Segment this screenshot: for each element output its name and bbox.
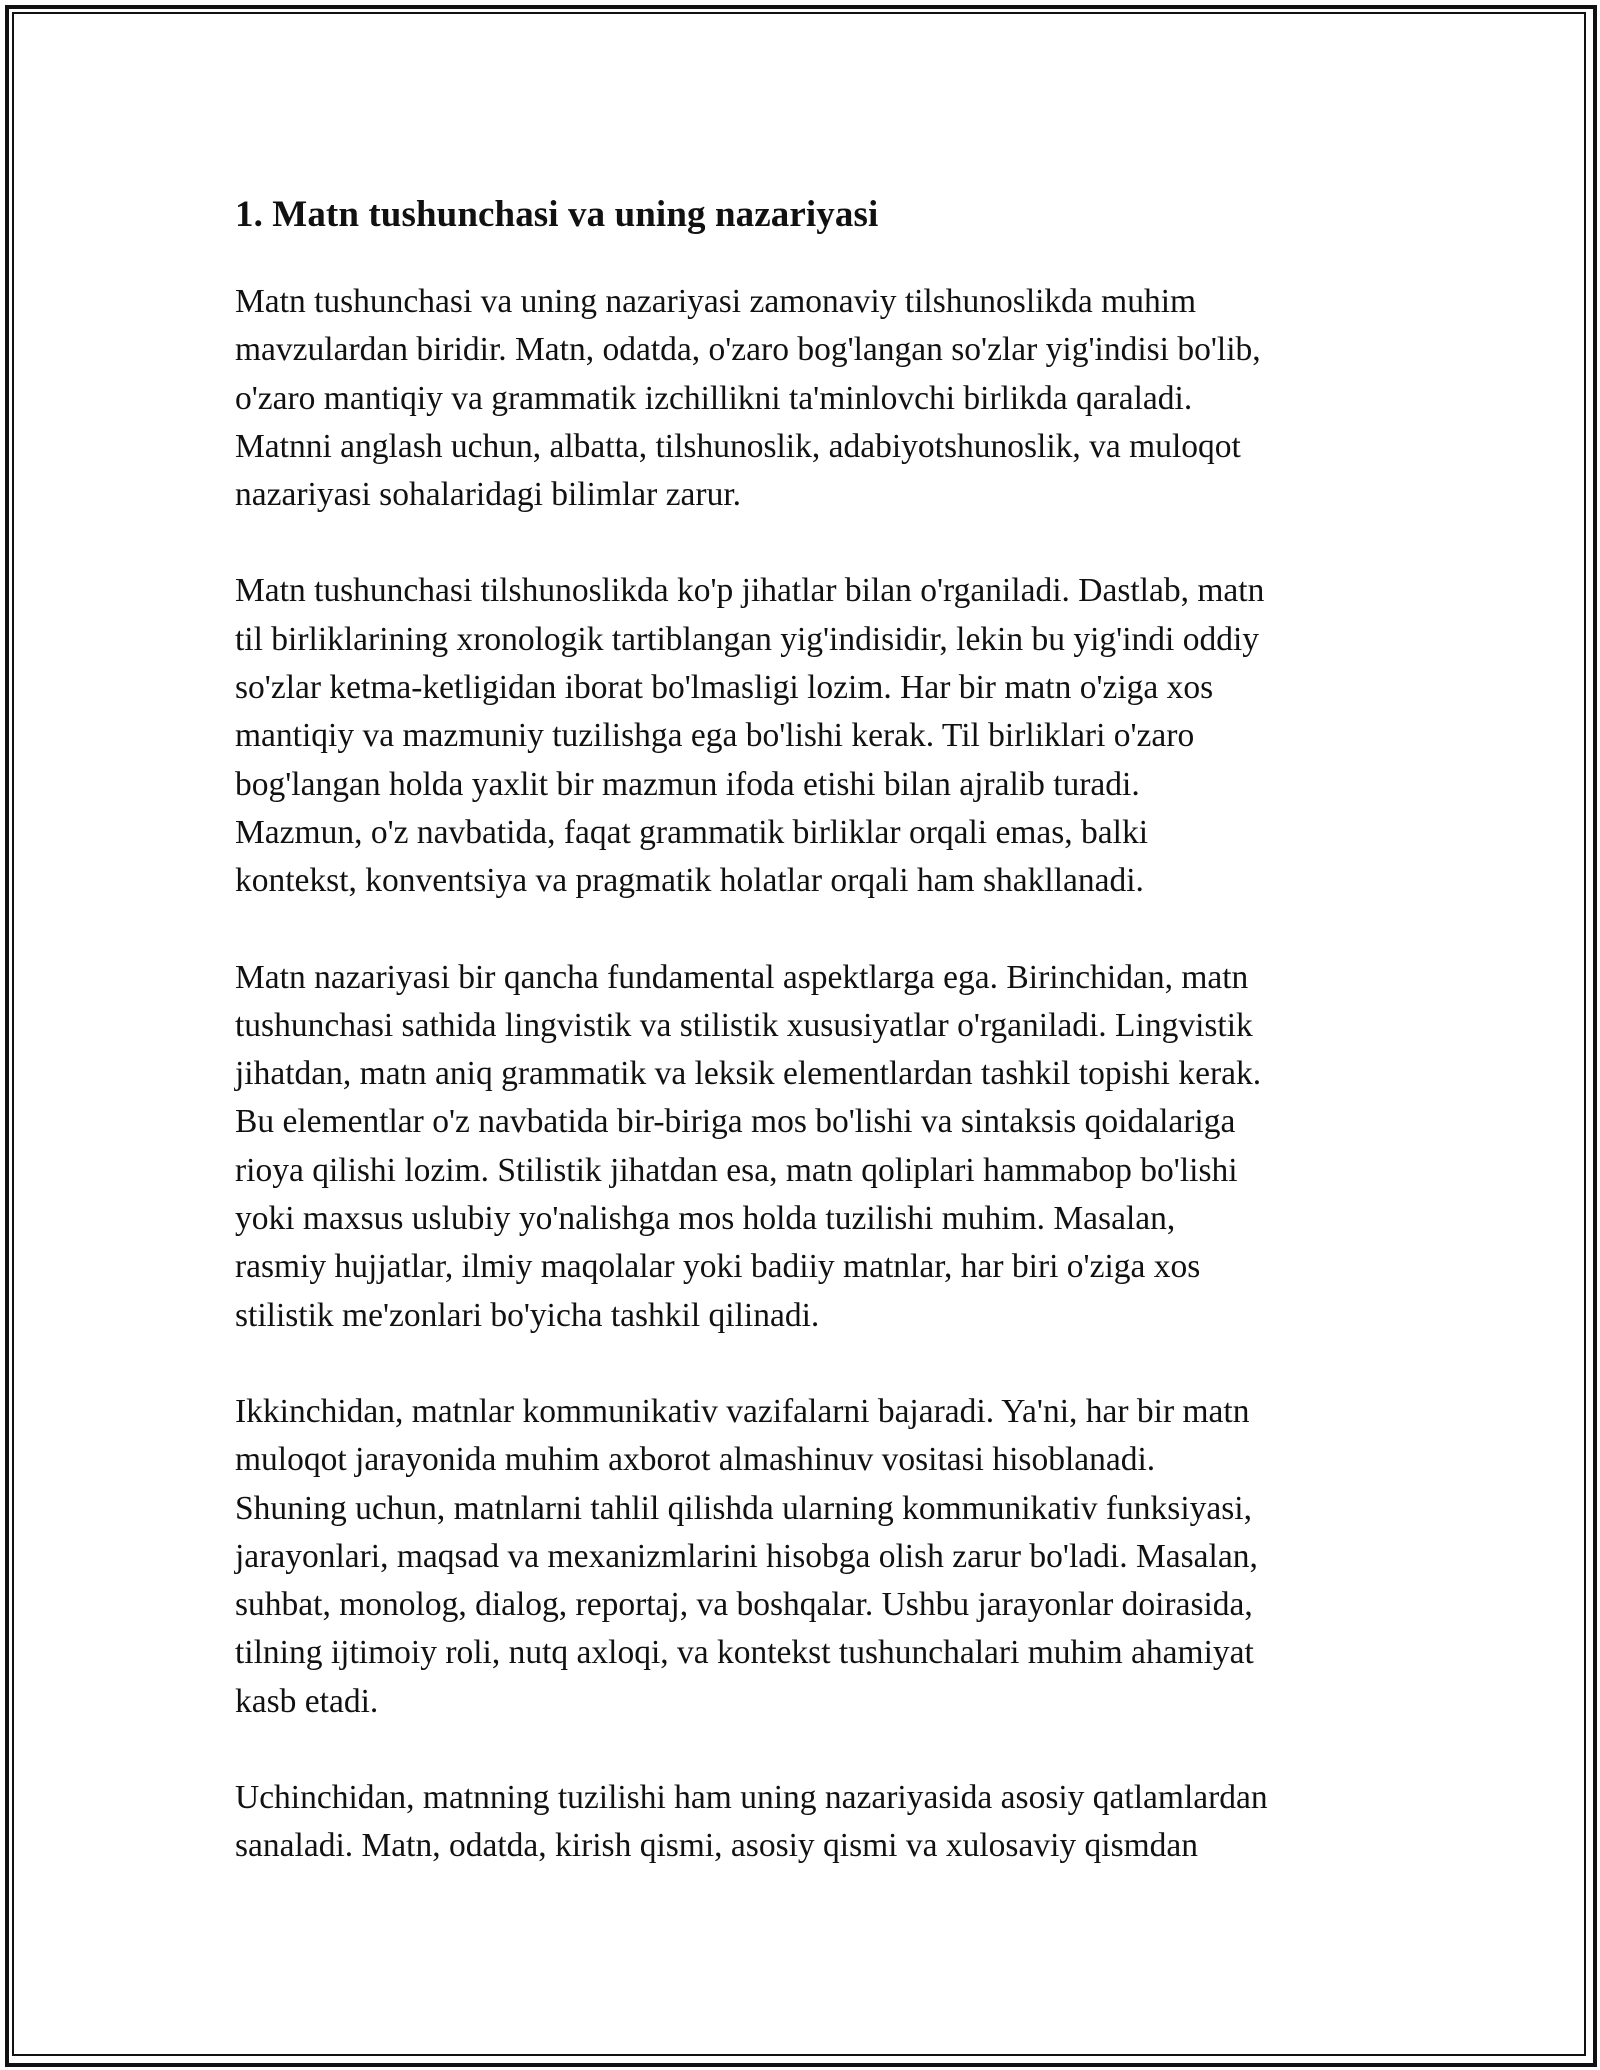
text-line: rasmiy hujjatlar, ilmiy maqolalar yoki badiiy matnlar, har biri o'ziga xos	[235, 1248, 1201, 1286]
text-line: tushunchasi sathida lingvistik va stilistik xususiyatlar o'rganiladi. Lingvistik	[235, 1006, 1253, 1044]
text-line: jarayonlari, maqsad va mexanizmlarini hisobga olish zarur bo'ladi. Masalan,	[235, 1537, 1258, 1575]
text-line: mantiqiy va mazmuniy tuzilishga ega bo'lishi kerak. Til birliklari o'zaro	[235, 717, 1195, 755]
text-line: suhbat, monolog, dialog, reportaj, va boshqalar. Ushbu jarayonlar doirasida,	[235, 1586, 1253, 1624]
text-line: stilistik me'zonlari bo'yicha tashkil qilinadi.	[235, 1296, 820, 1334]
text-line: rioya qilishi lozim. Stilistik jihatdan esa, matn qoliplari hammabop bo'lishi	[235, 1151, 1238, 1189]
text-line: so'zlar ketma-ketligidan iborat bo'lmasligi lozim. Har bir matn o'ziga xos	[235, 669, 1214, 707]
text-line: Uchinchidan, matnning tuzilishi ham uning nazariyasida asosiy qatlamlardan	[235, 1779, 1268, 1817]
text-line: Mazmun, o'z navbatida, faqat grammatik birliklar orqali emas, balki	[235, 813, 1149, 851]
text-line: sanaladi. Matn, odatda, kirish qismi, asosiy qismi va xulosaviy qismdan	[235, 1827, 1199, 1865]
text-line: Shuning uchun, matnlarni tahlil qilishda ularning kommunikativ funksiyasi,	[235, 1489, 1252, 1527]
text-line: Bu elementlar o'z navbatida bir-biriga mos bo'lishi va sintaksis qoidalariga	[235, 1103, 1236, 1141]
section-heading: 1. Matn tushunchasi va uning nazariyasi	[235, 194, 879, 235]
text-line: jihatdan, matn aniq grammatik va leksik elementlardan tashkil topishi kerak.	[235, 1055, 1262, 1093]
text-line: til birliklarining xronologik tartiblangan yig'indisidir, lekin bu yig'indi oddiy	[235, 620, 1260, 658]
paragraph-5	[235, 1774, 1385, 1871]
paragraph-2	[235, 567, 1385, 905]
text-line: Matnni anglash uchun, albatta, tilshunoslik, adabiyotshunoslik, va muloqot	[235, 427, 1241, 465]
paragraph-3	[235, 954, 1385, 1340]
document-body	[235, 185, 1385, 1919]
paragraph-1	[235, 278, 1385, 519]
text-line: bog'langan holda yaxlit bir mazmun ifoda etishi bilan ajralib turadi.	[235, 765, 1140, 803]
text-line: Ikkinchidan, matnlar kommunikativ vazifalarni bajaradi. Ya'ni, har bir matn	[235, 1392, 1250, 1430]
text-line: Matn tushunchasi tilshunoslikda ko'p jihatlar bilan o'rganiladi. Dastlab, matn	[235, 572, 1265, 610]
paragraph-4	[235, 1388, 1385, 1726]
text-line: muloqot jarayonida muhim axborot almashinuv vositasi hisoblanadi.	[235, 1441, 1156, 1479]
text-line: o'zaro mantiqiy va grammatik izchillikni ta'minlovchi birlikda qaraladi.	[235, 379, 1193, 417]
text-line: Matn tushunchasi va uning nazariyasi zamonaviy tilshunoslikda muhim	[235, 283, 1197, 320]
text-line: tilning ijtimoiy roli, nutq axloqi, va kontekst tushunchalari muhim ahamiyat	[235, 1634, 1254, 1672]
text-line: kasb etadi.	[235, 1682, 379, 1720]
text-line: Matn nazariyasi bir qancha fundamental aspektlarga ega. Birinchidan, matn	[235, 958, 1249, 996]
text-line: mavzulardan biridir. Matn, odatda, o'zaro bog'langan so'zlar yig'indisi bo'lib,	[235, 331, 1261, 369]
text-line: yoki maxsus uslubiy yo'nalishga mos holda tuzilishi muhim. Masalan,	[235, 1200, 1176, 1238]
text-line: nazariyasi sohalaridagi bilimlar zarur.	[235, 476, 742, 514]
text-line: kontekst, konventsiya va pragmatik holatlar orqali ham shakllanadi.	[235, 862, 1144, 900]
